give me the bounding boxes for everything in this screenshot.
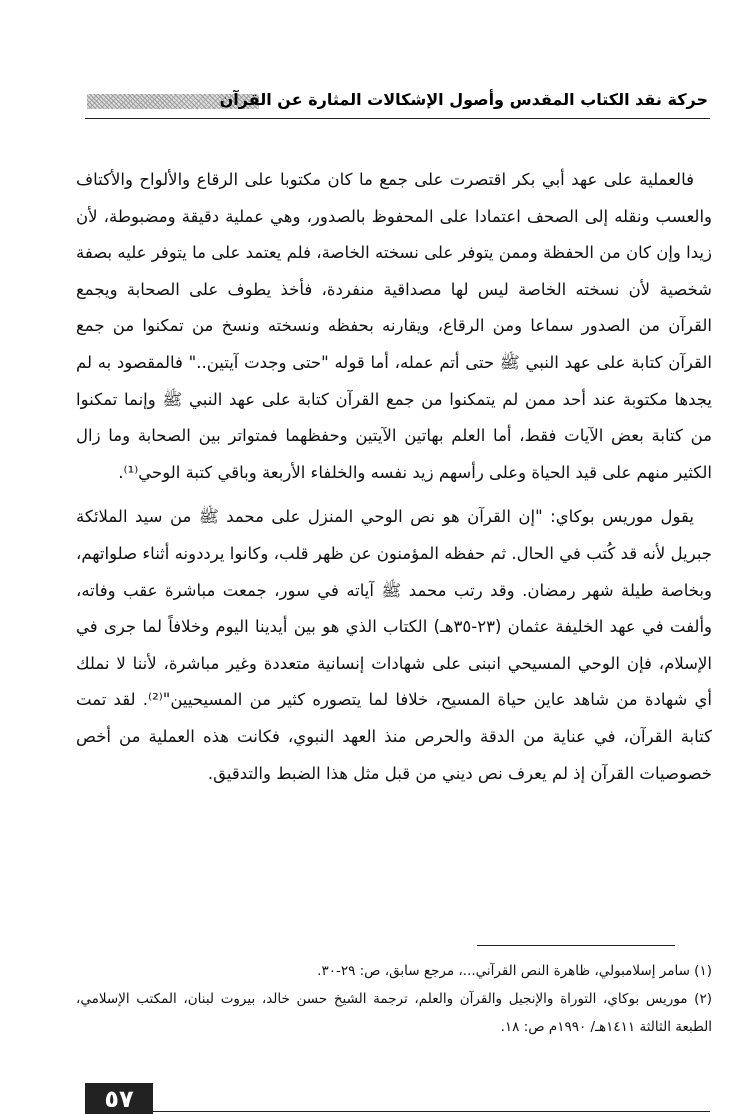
paragraph-2: يقول موريس بوكاي: "إن القرآن هو نص الوحي المنزل على محمد ﷺ من سيد الملائكة جبريل لأنه قد كُتب في الحال. ثم حفظه المؤمنون عن ظهر قلب، وكانوا يرددونه أثناء صلواتهم، وبخاصة طيلة شهر رمضان. وقد رتب محمد ﷺ آياته في سور، جمعت مباشرة عقب وفاته، وألفت في عهد الخليفة عثمان (٢٣-٣٥هـ) الكتاب الذي هو بين أيدينا اليوم وخلافاً لما جرى في الإسلام، فإن الوحي المسيحي انبنى على شهادات إنسانية متعددة وغير مباشرة، لأننا لا نملك أي شهادة من شاهد عاين حياة المسيح، خلافا لما يتصوره كثير من المسيحيين"⁽²⁾. لقد تمت كتابة القرآن، في عناية من الدقة والحرص منذ العهد النبوي، فكانت هذه العملية من أخص خصوصيات القرآن إذ لم يعرف نص ديني من قبل مثل هذا الضبط والتدقيق. xyxy=(76,507,713,783)
page-number: ٥٧ xyxy=(85,1083,153,1114)
footnotes xyxy=(76,957,712,1041)
running-header-title: حركة نقد الكتاب المقدس وأصول الإشكالات المثارة عن القرآن xyxy=(219,90,708,109)
footnote-2: (٢) موريس بوكاي، التوراة والإنجيل والقرآن والعلم، ترجمة الشيخ حسن خالد، بيروت لبنان، المكتب الإسلامي، الطبعة الثالثة ١٤١١هـ/ ١٩٩٠م ص: ١٨. xyxy=(76,991,712,1035)
footnote-separator xyxy=(477,945,675,946)
bottom-rule xyxy=(85,1111,710,1112)
running-header xyxy=(85,88,710,119)
paragraph-1: فالعملية على عهد أبي بكر اقتصرت على جمع ما كان مكتوبا على الرقاع والألواح والأكتاف والعسب ونقله إلى الصحف اعتمادا على المحفوظ بالصدور، وهي عملية دقيقة ومضبوطة، لأن زيدا وإن كان من الحفظة وممن يتوفر على نسخته الخاصة، فلم يعتمد على ما يتوفر عليه بصفة شخصية لأن نسخته الخاصة ليس لها مصداقية منفردة، فأخذ يطوف على الصحابة ويجمع القرآن من الصدور سماعا ومن الرقاع، ويقارنه بحفظه ونسخته ونسخ من تمكنوا من جمع القرآن كتابة على عهد النبي ﷺ حتى أتم عمله، أما قوله "حتى وجدت آيتين.." فالمقصود به لم يجدها مكتوبة عند أحد ممن لم يتمكنوا من جمع القرآن كتابة على عهد النبي ﷺ وإنما تمكنوا من كتابة بعض الآيات فقط، أما العلم بهاتين الآيتين وحفظهما فمتواتر بين الصحابة وما زال الكثير منهم على قيد الحياة وعلى رأسهم زيد نفسه والخلفاء الأربعة وباقي كتبة الوحي⁽¹⁾. xyxy=(76,170,712,482)
footnote-1: (١) سامر إسلامبولي، ظاهرة النص القرآني...، مرجع سابق، ص: ٢٩-٣٠. xyxy=(317,963,712,979)
main-text xyxy=(76,162,712,792)
